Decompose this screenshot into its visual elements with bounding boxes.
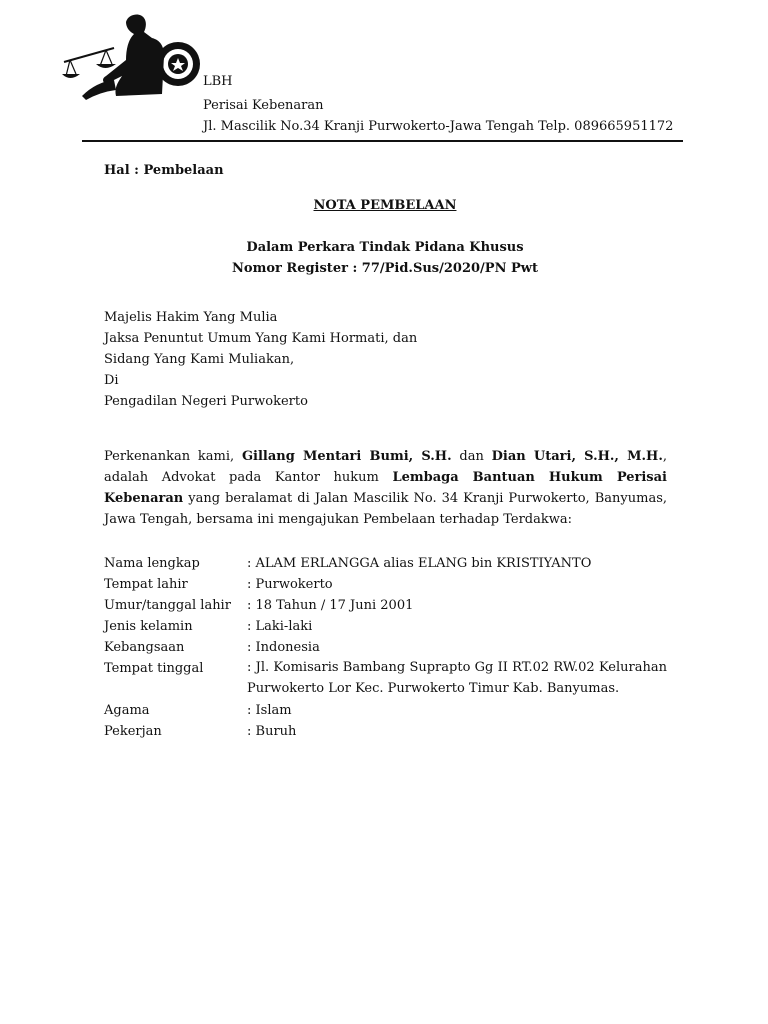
intro-paragraph xyxy=(104,446,667,530)
salutation-line: Pengadilan Negeri Purwokerto xyxy=(104,394,308,409)
law-firm-name: Lembaga Bantuan Hukum Perisai Kebenaran xyxy=(104,470,667,506)
lawyer-name: Dian Utari, S.H., M.H. xyxy=(491,449,663,464)
salutation-line: Majelis Hakim Yang Mulia xyxy=(104,310,278,325)
salutation-line: Sidang Yang Kami Muliakan, xyxy=(104,352,295,367)
letterhead-address: Jl. Mascilik No.34 Kranji Purwokerto-Jawa Tengah Telp. 089665951172 xyxy=(203,119,674,134)
lbh-logo-icon xyxy=(56,10,202,100)
defendant-value: : Indonesia xyxy=(247,640,320,655)
intro-text: dan xyxy=(451,449,492,464)
defendant-label: Tempat tinggal xyxy=(104,661,204,676)
defendant-value: : Purwokerto xyxy=(247,577,333,592)
case-register-number: Nomor Register : 77/Pid.Sus/2020/PN Pwt xyxy=(232,261,538,276)
subject-line: Hal : Pembelaan xyxy=(104,163,224,178)
defendant-value: : 18 Tahun / 17 Juni 2001 xyxy=(247,598,414,613)
salutation-line: Jaksa Penuntut Umum Yang Kami Hormati, dan xyxy=(104,331,418,346)
defendant-value: : Buruh xyxy=(247,724,297,739)
letterhead-org-name: Perisai Kebenaran xyxy=(203,98,324,113)
defendant-label: Agama xyxy=(104,703,150,718)
letterhead-org-short: LBH xyxy=(203,74,233,89)
intro-text: Perkenankan kami, xyxy=(104,449,242,464)
defendant-label: Nama lengkap xyxy=(104,556,200,571)
defendant-address-value: : Jl. Komisaris Bambang Suprapto Gg II RT.02 RW.02 Kelurahan Purwokerto Lor Kec. Purwokerto Timur Kab. Banyumas. xyxy=(247,660,667,696)
defendant-label: Umur/tanggal lahir xyxy=(104,598,231,613)
intro-text: , adalah Advokat pada Kantor hukum xyxy=(104,449,667,485)
intro-text: yang beralamat di Jalan Mascilik No. 34 Kranji Purwokerto, Banyumas, Jawa Tengah, bersama ini mengajukan Pembelaan terhadap Terdakwa: xyxy=(104,491,667,527)
defendant-label: Tempat lahir xyxy=(104,577,188,592)
letterhead-divider xyxy=(82,140,683,142)
defendant-value: : Islam xyxy=(247,703,292,718)
defendant-value: : ALAM ERLANGGA alias ELANG bin KRISTIYANTO xyxy=(247,556,592,571)
defendant-label: Kebangsaan xyxy=(104,640,185,655)
lawyer-name: Gillang Mentari Bumi, S.H. xyxy=(241,449,452,464)
defendant-value: : Laki-laki xyxy=(247,619,313,634)
defendant-label: Jenis kelamin xyxy=(104,619,193,634)
defendant-label: Pekerjan xyxy=(104,724,162,739)
document-title: NOTA PEMBELAAN xyxy=(313,198,457,213)
salutation-line: Di xyxy=(104,373,119,388)
case-line-1: Dalam Perkara Tindak Pidana Khusus xyxy=(246,240,524,255)
